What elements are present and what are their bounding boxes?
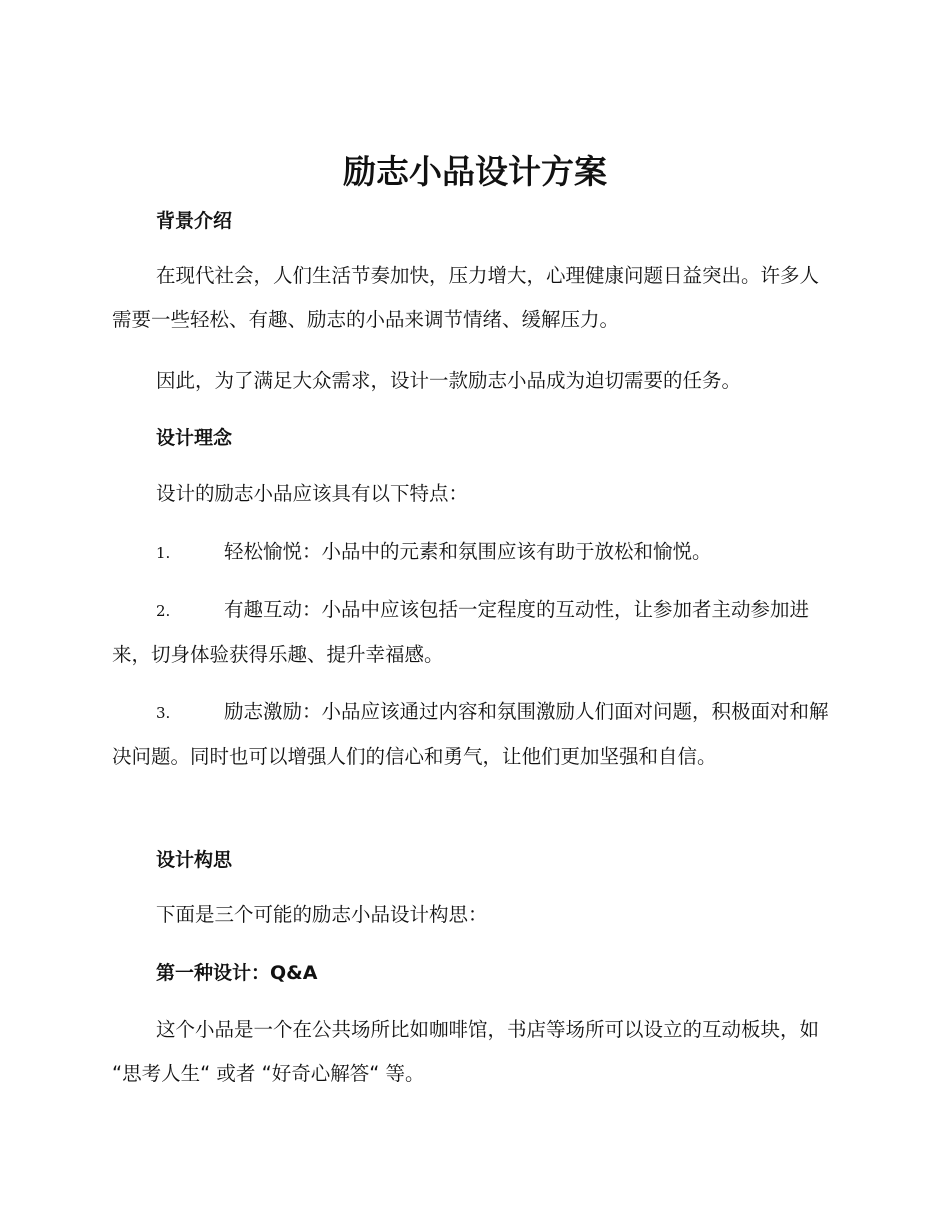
list-number: 3. bbox=[156, 704, 171, 722]
list-item-text: 励志激励：小品应该通过内容和氛围激励人们面对问题，积极面对和解决问题。同时也可以增强人们的信心和勇气，让他们更加坚强和自信。 bbox=[112, 700, 829, 768]
section-heading-ideas: 设计构思 bbox=[156, 849, 233, 871]
section-heading-concept: 设计理念 bbox=[156, 427, 233, 449]
list-number: 1. bbox=[156, 544, 171, 562]
paragraph-background-1: 在现代社会，人们生活节奏加快，压力增大，心理健康问题日益突出。许多人需要一些轻松、有趣、励志的小品来调节情绪、缓解压力。 bbox=[112, 264, 820, 331]
list-item-2 bbox=[112, 588, 834, 677]
section-heading-background: 背景介绍 bbox=[156, 210, 233, 232]
paragraph-background-2: 因此，为了满足大众需求，设计一款励志小品成为迫切需要的任务。 bbox=[156, 369, 742, 392]
list-item-text: 有趣互动：小品中应该包括一定程度的互动性，让参加者主动参加进来，切身体验获得乐趣、提升幸福感。 bbox=[112, 598, 810, 666]
list-number: 2. bbox=[156, 602, 171, 620]
paragraph-first-design: 这个小品是一个在公共场所比如咖啡馆，书店等场所可以设立的互动板块，如 “思考人生“ 或者 “好奇心解答“ 等。 bbox=[112, 1018, 820, 1085]
subheading-first-design: 第一种设计：Q&A bbox=[156, 962, 318, 984]
paragraph-concept-intro: 设计的励志小品应该具有以下特点： bbox=[156, 482, 469, 505]
list-item-1 bbox=[112, 530, 834, 575]
list-item-3 bbox=[112, 690, 834, 779]
document-title: 励志小品设计方案 bbox=[343, 152, 607, 191]
list-item-text: 轻松愉悦：小品中的元素和氛围应该有助于放松和愉悦。 bbox=[224, 540, 712, 563]
paragraph-ideas-intro: 下面是三个可能的励志小品设计构思： bbox=[156, 903, 488, 926]
